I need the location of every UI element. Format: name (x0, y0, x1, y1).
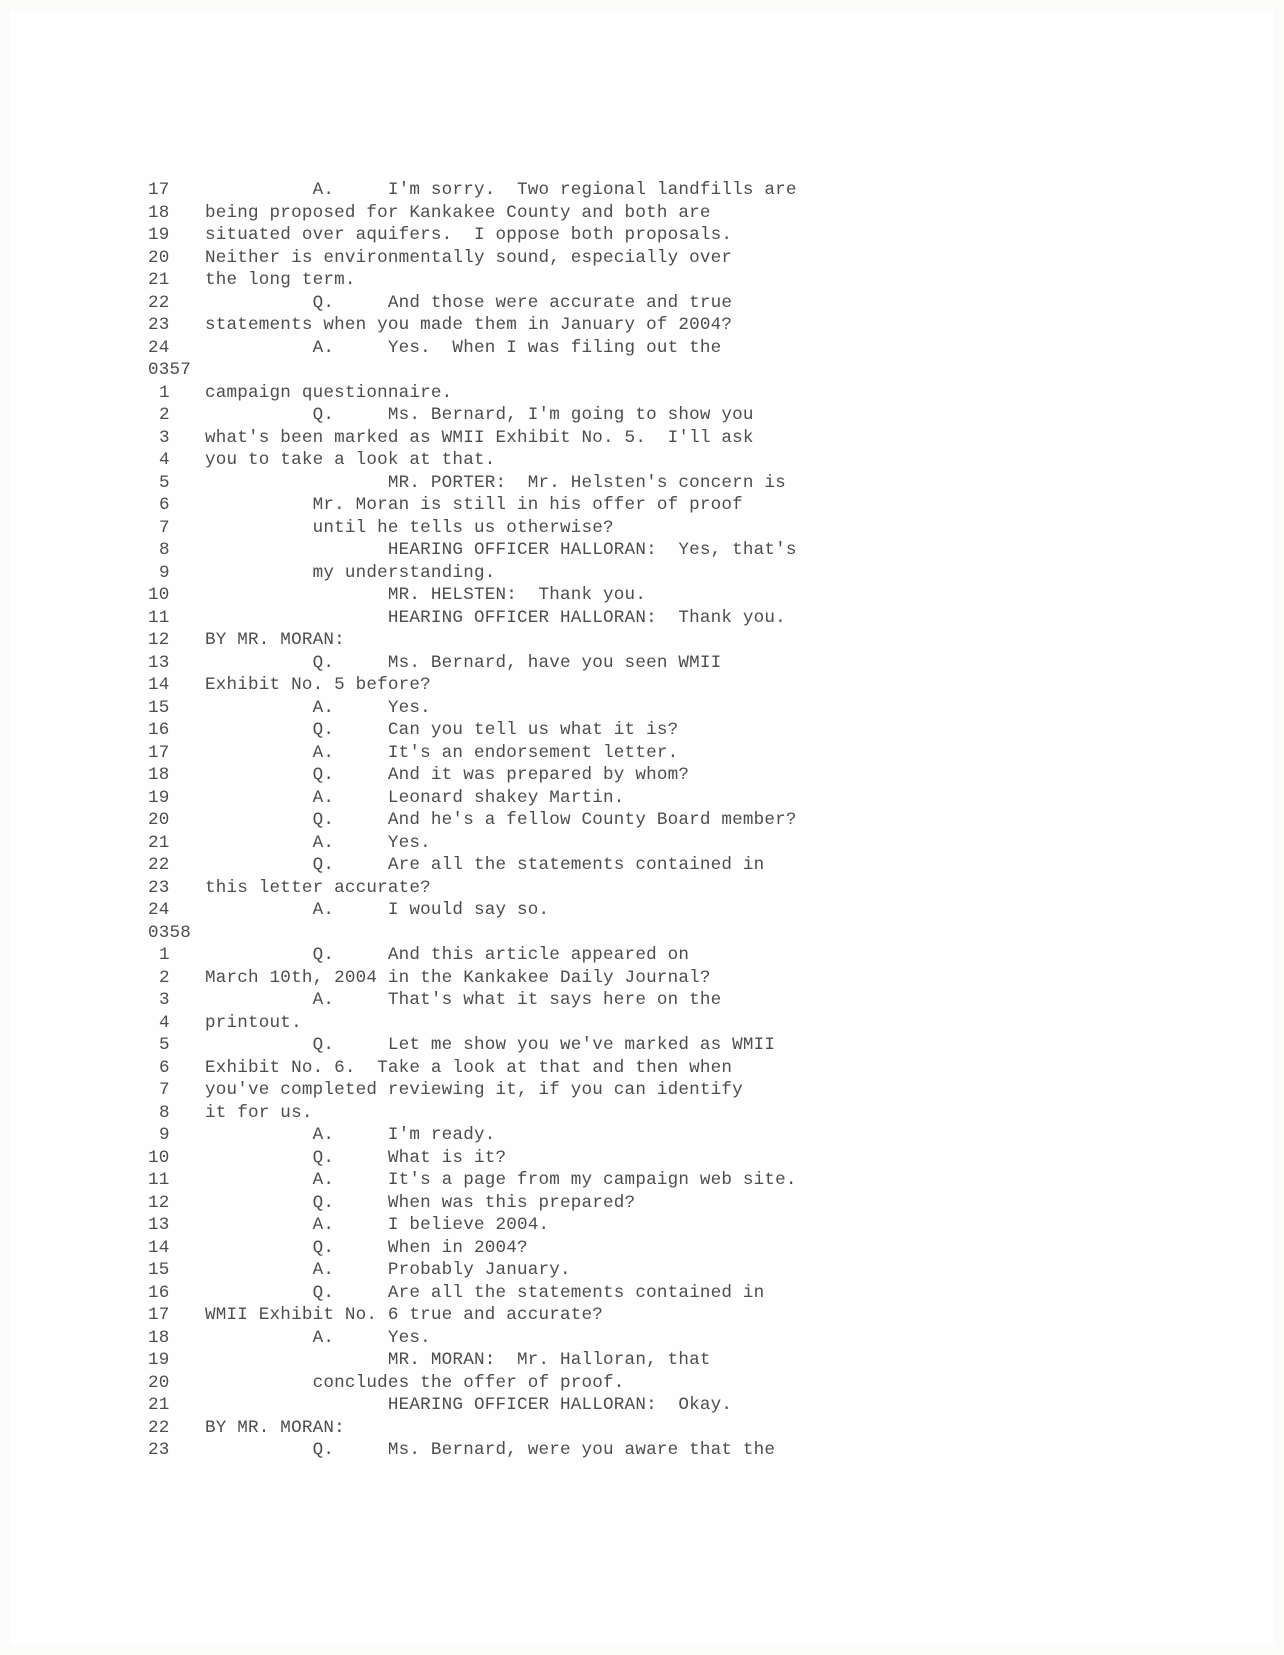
line-text: A. It's an endorsement letter. (205, 742, 679, 763)
transcript-line (148, 809, 908, 832)
transcript-line (148, 989, 908, 1012)
transcript-line (148, 337, 908, 360)
transcript-line (148, 1304, 908, 1327)
transcript-line (148, 1192, 908, 1215)
line-number: 7 (159, 517, 170, 538)
line-text: A. Yes. (205, 1327, 431, 1348)
line-text: being proposed for Kankakee County and both are (205, 202, 711, 223)
line-text: Q. Are all the statements contained in (205, 1282, 765, 1303)
line-number: 15 (148, 1260, 170, 1280)
transcript-line (148, 1259, 908, 1282)
page-number-marker (148, 922, 908, 945)
line-number: 19 (148, 787, 170, 808)
line-number: 4 (159, 450, 170, 470)
transcript-line (148, 1102, 908, 1125)
line-text: situated over aquifers. I oppose both proposals. (205, 225, 733, 245)
line-text: statements when you made them in January of 2004? (205, 315, 733, 335)
transcript-line (148, 787, 908, 810)
transcript-line (148, 1237, 908, 1260)
line-number: 1 (159, 945, 170, 965)
line-text: you've completed reviewing it, if you can identify (205, 1080, 743, 1100)
line-text: MR. PORTER: Mr. Helsten's concern is (205, 472, 786, 493)
line-number: 13 (148, 652, 170, 673)
line-text: Q. And it was prepared by whom? (205, 765, 690, 785)
transcript-line (148, 674, 908, 697)
line-number: 9 (159, 562, 170, 583)
transcript-line (148, 832, 908, 855)
line-text: Neither is environmentally sound, especially over (205, 247, 733, 268)
line-number: 23 (148, 315, 170, 335)
line-text: my understanding. (205, 562, 496, 583)
transcript-line (148, 494, 908, 517)
line-number: 7 (159, 1080, 170, 1100)
line-number: 15 (148, 697, 170, 718)
line-number: 12 (148, 1192, 170, 1213)
line-text: until he tells us otherwise? (205, 517, 614, 538)
transcript-line (148, 562, 908, 585)
transcript-line (148, 269, 908, 292)
line-text: Q. Ms. Bernard, have you seen WMII (205, 652, 722, 673)
line-text: Q. What is it? (205, 1147, 507, 1168)
line-number: 14 (148, 675, 170, 695)
line-number: 10 (148, 1147, 170, 1168)
line-text: Q. Ms. Bernard, I'm going to show you (205, 405, 754, 425)
transcript-line (148, 697, 908, 720)
transcript-line (148, 247, 908, 270)
line-number: 3 (159, 990, 170, 1010)
line-number: 20 (148, 810, 170, 830)
line-text: concludes the offer of proof. (205, 1372, 625, 1393)
transcript-line (148, 179, 908, 202)
line-text: the long term. (205, 270, 356, 290)
transcript-line (148, 1394, 908, 1417)
line-number: 20 (148, 247, 170, 268)
transcript-line (148, 719, 908, 742)
line-number: 11 (148, 1170, 170, 1190)
line-number: 21 (148, 1395, 170, 1415)
line-text: HEARING OFFICER HALLORAN: Yes, that's (205, 540, 797, 560)
line-number: 17 (148, 1305, 170, 1325)
transcript-line (148, 1169, 908, 1192)
line-number: 22 (148, 855, 170, 875)
line-number: 22 (148, 292, 170, 313)
line-text: A. Yes. When I was filing out the (205, 337, 722, 358)
transcript-line (148, 382, 908, 405)
page-number: 0358 (148, 922, 192, 943)
transcript-line (148, 652, 908, 675)
transcript-line (148, 1372, 908, 1395)
line-number: 6 (159, 495, 170, 515)
line-text: Q. And he's a fellow County Board member? (205, 810, 797, 830)
line-number: 5 (159, 472, 170, 493)
line-text: Q. Let me show you we've marked as WMII (205, 1035, 776, 1055)
transcript-line (148, 899, 908, 922)
transcript-line (148, 1214, 908, 1237)
transcript-line (148, 427, 908, 450)
line-text: A. I'm ready. (205, 1125, 496, 1145)
line-number: 17 (148, 742, 170, 763)
line-number: 18 (148, 765, 170, 785)
line-text: Q. Are all the statements contained in (205, 855, 765, 875)
line-number: 11 (148, 607, 170, 628)
transcript-line (148, 202, 908, 225)
page-number: 0357 (148, 360, 192, 380)
line-text: it for us. (205, 1102, 313, 1123)
line-number: 16 (148, 1282, 170, 1303)
transcript-line (148, 1012, 908, 1035)
line-text: BY MR. MORAN: (205, 1417, 345, 1438)
transcript-line (148, 584, 908, 607)
line-text: what's been marked as WMII Exhibit No. 5. I'll ask (205, 427, 754, 448)
line-number: 20 (148, 1372, 170, 1393)
transcript-line (148, 1439, 908, 1462)
transcript-line (148, 1349, 908, 1372)
line-text: March 10th, 2004 in the Kankakee Daily Journal? (205, 967, 711, 988)
line-text: Q. Ms. Bernard, were you aware that the (205, 1440, 776, 1460)
line-text: Q. And this article appeared on (205, 945, 690, 965)
line-number: 23 (148, 877, 170, 898)
line-number: 24 (148, 900, 170, 920)
transcript-line (148, 854, 908, 877)
line-text: Q. And those were accurate and true (205, 292, 733, 313)
transcript-line (148, 742, 908, 765)
line-number: 8 (159, 540, 170, 560)
line-number: 8 (159, 1102, 170, 1123)
transcript-line (148, 1417, 908, 1440)
transcript-body (148, 179, 908, 1462)
transcript-line (148, 292, 908, 315)
line-number: 2 (159, 967, 170, 988)
transcript-line (148, 967, 908, 990)
transcript-line (148, 629, 908, 652)
line-text: Q. When was this prepared? (205, 1192, 636, 1213)
transcript-line (148, 1147, 908, 1170)
line-number: 1 (159, 382, 170, 403)
line-number: 24 (148, 337, 170, 358)
line-number: 6 (159, 1057, 170, 1078)
line-text: campaign questionnaire. (205, 382, 453, 403)
line-number: 10 (148, 585, 170, 605)
line-number: 22 (148, 1417, 170, 1438)
line-text: A. Probably January. (205, 1260, 571, 1280)
line-text: WMII Exhibit No. 6 true and accurate? (205, 1305, 604, 1325)
line-number: 14 (148, 1237, 170, 1258)
line-text: A. I'm sorry. Two regional landfills are (205, 180, 797, 200)
line-text: HEARING OFFICER HALLORAN: Okay. (205, 1395, 733, 1415)
line-text: MR. HELSTEN: Thank you. (205, 585, 647, 605)
line-number: 9 (159, 1125, 170, 1145)
line-text: A. Yes. (205, 697, 431, 718)
line-number: 5 (159, 1035, 170, 1055)
transcript-line (148, 1124, 908, 1147)
transcript-line (148, 1282, 908, 1305)
line-number: 13 (148, 1215, 170, 1235)
transcript-line (148, 607, 908, 630)
transcript-line (148, 404, 908, 427)
line-number: 12 (148, 630, 170, 650)
line-number: 21 (148, 832, 170, 853)
line-number: 4 (159, 1012, 170, 1033)
line-number: 2 (159, 405, 170, 425)
line-number: 21 (148, 270, 170, 290)
line-text: printout. (205, 1012, 302, 1033)
transcript-line (148, 764, 908, 787)
transcript-line (148, 224, 908, 247)
transcript-line (148, 877, 908, 900)
line-text: HEARING OFFICER HALLORAN: Thank you. (205, 607, 786, 628)
line-text: you to take a look at that. (205, 450, 496, 470)
line-number: 17 (148, 180, 170, 200)
line-text: A. It's a page from my campaign web site. (205, 1170, 797, 1190)
transcript-line (148, 472, 908, 495)
transcript-line (148, 449, 908, 472)
line-text: Q. When in 2004? (205, 1237, 528, 1258)
line-number: 19 (148, 225, 170, 245)
transcript-line (148, 1327, 908, 1350)
line-text: Exhibit No. 5 before? (205, 675, 431, 695)
line-number: 3 (159, 427, 170, 448)
line-text: MR. MORAN: Mr. Halloran, that (205, 1350, 711, 1370)
transcript-line (148, 539, 908, 562)
transcript-line (148, 944, 908, 967)
line-number: 19 (148, 1350, 170, 1370)
line-text: A. Yes. (205, 832, 431, 853)
line-text: Exhibit No. 6. Take a look at that and then when (205, 1057, 733, 1078)
line-text: BY MR. MORAN: (205, 630, 345, 650)
line-number: 18 (148, 202, 170, 223)
page-number-marker (148, 359, 908, 382)
transcript-line (148, 1079, 908, 1102)
transcript-line (148, 517, 908, 540)
line-text: A. I would say so. (205, 900, 550, 920)
line-text: Q. Can you tell us what it is? (205, 720, 679, 740)
line-number: 18 (148, 1327, 170, 1348)
transcript-line (148, 1034, 908, 1057)
line-text: this letter accurate? (205, 877, 431, 898)
transcript-line (148, 314, 908, 337)
line-text: A. That's what it says here on the (205, 990, 722, 1010)
line-number: 16 (148, 720, 170, 740)
transcript-line (148, 1057, 908, 1080)
line-number: 23 (148, 1440, 170, 1460)
line-text: Mr. Moran is still in his offer of proof (205, 495, 743, 515)
line-text: A. Leonard shakey Martin. (205, 787, 625, 808)
line-text: A. I believe 2004. (205, 1215, 550, 1235)
